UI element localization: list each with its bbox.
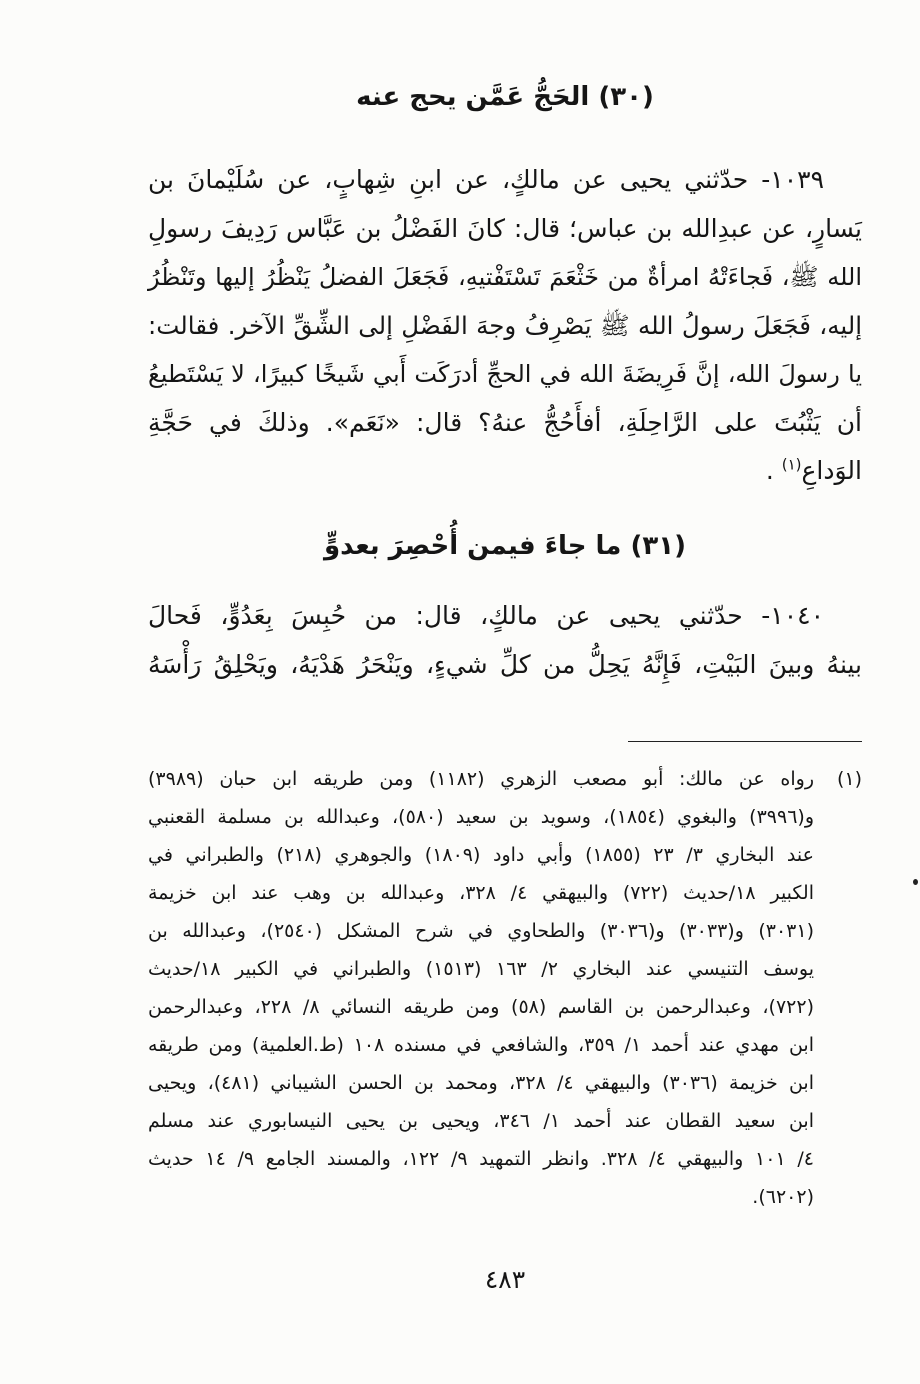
footnote-line: (٣٠٣١) و(٣٠٣٣) و(٣٠٣٦) والطحاوي في شرح المشكل (٢٥٤٠)، وعبدالله بن [148,920,814,942]
footnote-line: يوسف التنيسي عند البخاري ٢/ ١٦٣ (١٥١٣) والطبراني في الكبير ١٨/حديث [148,958,814,980]
footnote-line: ابن خزيمة (٣٠٣٦) والبيهقي ٤/ ٣٢٨، ومحمد بن الحسن الشيباني (٤٨١)، ويحيى [148,1072,814,1094]
text-line: إليه، فَجَعَلَ رسولُ الله ﷺ يَصْرِفُ وجهَ الفَضْلِ إلى الشِّقِّ الآخر. فقالت: [148,310,862,340]
text-fragment: . [765,456,782,485]
text-line: الله ﷺ، فَجاءَتْهُ امرأةٌ من خَثْعَمَ تَسْتَفْتيهِ، فَجَعَلَ الفضلُ يَنْظُرُ إليها وتَنْظُرُ [148,263,862,291]
scan-speck [913,879,918,885]
text-line: يَسارٍ، عن عبدِالله بن عباس؛ قال: كانَ الفَضْلُ بن عَبَّاس رَدِيفَ رسولِ [148,213,862,243]
page-number: ٤٨٣ [484,1265,526,1294]
footnote-line: رواه عن مالك: أبو مصعب الزهري (١١٨٢) ومن طريقه ابن حبان (٣٩٨٩) [148,768,814,790]
hadith-paragraph [148,156,862,496]
text-line: ١٠٣٩- حدّثني يحيى عن مالكٍ، عن ابنِ شِهابٍ، عن سُلَيْمانَ بن [148,165,824,194]
footnote-line: عند البخاري ٣/ ٢٣ (١٨٥٥) وأبي داود (١٨٠٩) والجوهري (٢١٨) والطبراني في [148,844,814,866]
text-line: بينهُ وبينَ البَيْتِ، فَإِنَّهُ يَحِلُّ من كلِّ شيءٍ، ويَنْحَرُ هَدْيَهُ، ويَحْلِقُ رَأْسَهُ [148,649,862,679]
text-line: يا رسولَ الله، إنَّ فَرِيضَةَ الله في الحجِّ أدرَكَت أَبي شَيخًا كبيرًا، لا يَسْتَطيعُ [148,360,862,388]
footnote-marker: (١) [836,768,862,790]
footnote-line: الكبير ١٨/حديث (٧٢٢) والبيهقي ٤/ ٣٢٨، وعبدالله بن وهب عند ابن خزيمة [148,882,814,904]
section-title: (٣٠) الحَجُّ عَمَّن يحج عنه [356,82,654,112]
footnote-line: ٤/ ١٠١ والبيهقي ٤/ ٣٢٨. وانظر التمهيد ٩/ ١٢٢، والمسند الجامع ٩/ ١٤ حديث [148,1148,814,1170]
footnote-line: ابن سعيد القطان عند أحمد ١/ ٣٤٦، ويحيى بن يحيى النيسابوري عند مسلم [148,1110,814,1132]
section-title: (٣١) ما جاءَ فيمن أُحْصِرَ بعدوٍّ [324,531,686,561]
text-fragment: الوَداعِ [801,456,862,485]
footnote-separator [628,741,862,742]
footnote-line: ابن مهدي عند أحمد ١/ ٣٥٩، والشافعي في مسنده ١٠٨ (ط.العلمية) ومن طريقه [148,1034,814,1056]
hadith-paragraph [148,592,862,689]
text-line: ١٠٤٠- حدّثني يحيى عن مالكٍ، قال: من حُبِسَ بِعَدُوٍّ، فَحالَ [148,601,824,630]
text-line [148,447,862,496]
footnote-line: و(٣٩٩٦) والبغوي (١٨٥٤)، وسويد بن سعيد (٥٨٠)، وعبدالله بن مسلمة القعنبي [148,806,814,828]
footnote-reference: (١) [781,455,802,474]
footnote-text [148,760,814,1216]
footnote [148,760,862,1216]
text-line: أن يَثْبُتَ على الرَّاحِلَةِ، أفأَحُجُّ عنهُ؟ قال: «نَعَم». وذلكَ في حَجَّةِ [148,407,862,437]
footnote-line: (٦٢٠٢). [752,1186,814,1208]
footnote-line: (٧٢٢)، وعبدالرحمن بن القاسم (٥٨) ومن طريقه النسائي ٨/ ٢٢٨، وعبدالرحمن [148,996,814,1018]
